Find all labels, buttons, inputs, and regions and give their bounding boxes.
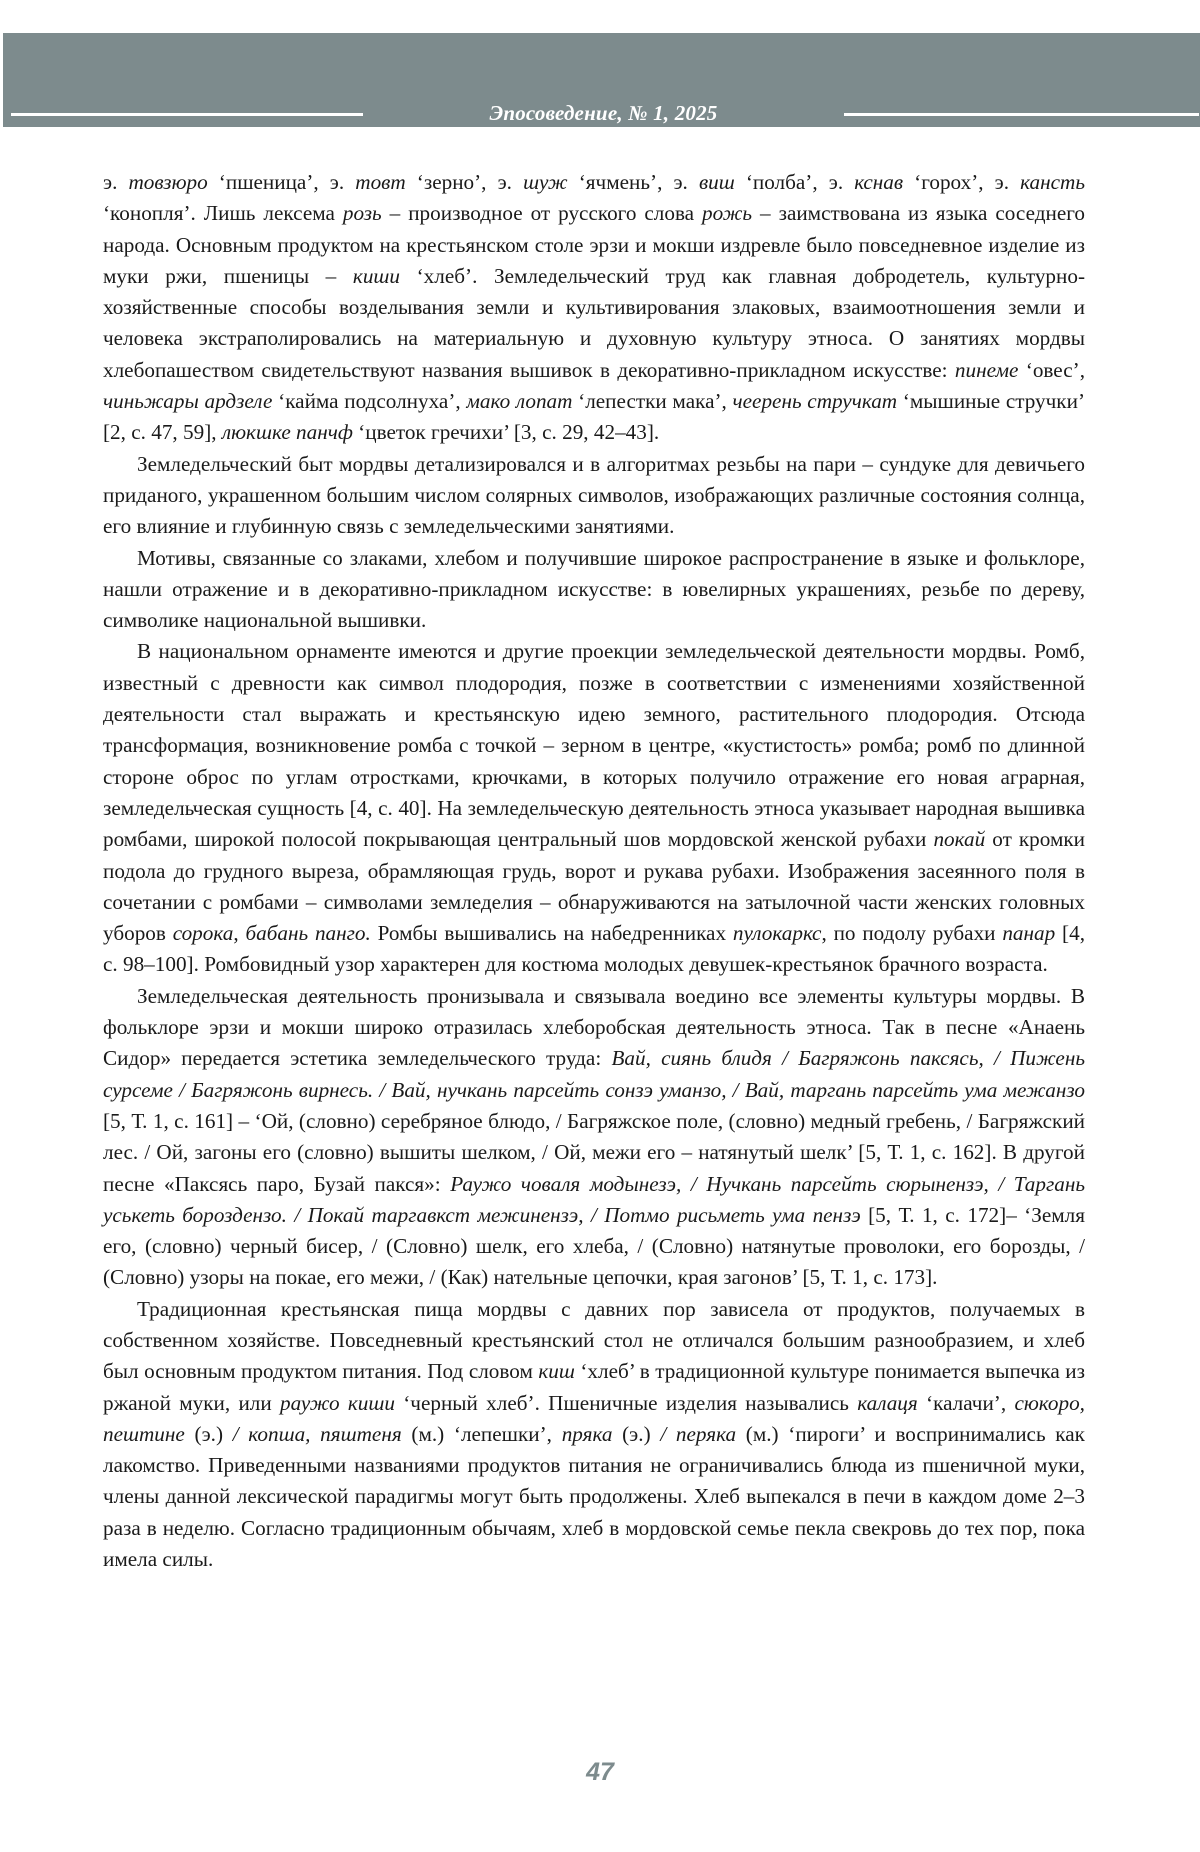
text-run: (э.): [612, 1421, 661, 1446]
text-run: (э.): [184, 1421, 233, 1446]
italic-term: Вай, сиянь блидя / Багряжонь паксясь, / Пижень сурсеме / Багряжонь вирнесь. / Вай, нучкань парсейть сонзэ уманзо, / Вай, таргань парсейть ума межанзо: [103, 1046, 1085, 1102]
text-run: , по подолу рубахи: [821, 921, 1003, 946]
text-run: ‘калачи’,: [917, 1390, 1015, 1415]
article-body: [103, 167, 1085, 1575]
text-run: ‘горох’, э.: [903, 170, 1021, 194]
text-run: ‘овес’,: [1018, 357, 1085, 382]
italic-term: мако лопат: [466, 389, 573, 414]
italic-term: чеерень стручкат: [732, 389, 898, 414]
header-rule-left: [11, 113, 363, 116]
italic-term: сорока: [172, 921, 234, 946]
italic-term: шуж: [523, 170, 568, 194]
text-run: [5, Т. 1, с. 172]– ‘Земля его, (словно) черный бисер, / (Словно) шелк, его хлеба, / (Словно) натянутые проволоки, его борозды, / (Словно) узоры на покае, его межи, / (Как) нательные цепочки, края загонов’ [5, Т. 1, с. 173].: [103, 1202, 1085, 1290]
italic-term: / копша, пяштеня: [232, 1421, 402, 1446]
text-run: ‘лепестки мака’,: [572, 389, 733, 414]
text-run: э.: [103, 170, 129, 194]
italic-term: пулокаркс: [732, 921, 822, 946]
text-run: ‘конопля’. Лишь лексема: [103, 201, 343, 226]
italic-term: пинеме: [954, 357, 1019, 382]
text-run: ‘хлеб’ в традиционной культуре понимается выпечка из ржаной муки, или: [103, 1359, 1085, 1415]
text-run: ‘цветок гречихи’ [3, с. 29, 42–43].: [352, 420, 660, 445]
italic-term: калаця: [857, 1390, 918, 1415]
italic-term: покай: [933, 827, 986, 852]
text-run: ‘зерно’, э.: [405, 170, 524, 194]
italic-term: киш: [538, 1359, 575, 1384]
paragraph: [103, 449, 1085, 543]
text-run: Ромбы вышивались на набедренниках: [370, 921, 733, 946]
text-run: (м.) ‘пироги’ и воспринимались как лакомство. Приведенными названиями продуктов питания не ограничивались блюда из пшеничной муки, члены данной лексической парадигмы могут быть продолжены. Хлеб выпекался в печи в каждом доме 2–3 раза в неделю. Согласно традиционным обычаям, хлеб в мордовской семье пекла свекровь до тех пор, пока имела силы.: [103, 1421, 1085, 1572]
text-run: (м.) ‘лепешки’,: [401, 1421, 562, 1446]
text-run: ‘черный хлеб’. Пшеничные изделия назывались: [394, 1390, 858, 1415]
italic-term: кснав: [854, 170, 904, 194]
italic-term: раужо киши: [280, 1390, 395, 1415]
header-rule-right: [844, 113, 1199, 116]
text-run: – заимствована из языка соседнего народа. Основным продуктом на крестьянском столе эрзи и мокши издревле было повседневное изделие из муки ржи, пшеницы –: [103, 201, 1085, 288]
paragraph: [103, 543, 1085, 637]
italic-term: розь: [342, 201, 382, 226]
text-run: ‘кайма подсолнуха’,: [272, 389, 467, 414]
italic-term: виш: [698, 170, 735, 194]
text-run: ‘полба’, э.: [734, 170, 855, 194]
italic-term: чиньжары ардзеле: [103, 389, 273, 414]
text-run: Земледельческая деятельность пронизывала и связывала воедино все элементы культуры мордвы. В фольклоре эрзи и мокши широко отразилась хлеборобская деятельность этноса. Так в песне «Анаень Сидор» передается эстетика земледельческого труда:: [103, 983, 1085, 1071]
text-run: ,: [233, 921, 246, 946]
italic-term: бабань панго.: [245, 921, 371, 946]
text-run: – производное от русского слова: [381, 201, 703, 226]
text-run: Земледельческий быт мордвы детализировался и в алгоритмах резьбы на пари – сундуке для девичьего приданого, украшенном большим числом солярных символов, изображающих различные состояния солнца, его влияние и глубинную связь с земледельческими занятиями.: [103, 451, 1085, 539]
journal-header-band: [3, 33, 1200, 127]
text-run: ‘хлеб’. Земледельческий труд как главная добродетель, культурно-хозяйственные способы возделывания земли и культивирования злаковых, взаимоотношения земли и человека экстраполировались на материальную и духовную культуру этноса. О занятиях мордвы хлебопашеством свидетельствуют названия вышивок в декоративно-прикладном искусстве:: [103, 263, 1085, 382]
page-number: 47: [586, 1758, 614, 1786]
text-run: В национальном орнаменте имеются и другие проекции земледельческой деятельности мордвы. Ромб, известный с древности как символ плодородия, позже в соответствии с изменениями хозяйственной деятельности стал выражать и крестьянскую идею земного, растительного плодородия. Отсюда трансформация, возникновение ромба с точкой – зерном в центре, «кустистость» ромба; ромб по длинной стороне оброс по углам отростками, крючками, в которых получило отражение его новая аграрная, земледельческая сущность [4, с. 40]. На земледельческую деятельность этноса указывает народная вышивка ромбами, широкой полосой покрывающая центральный шов мордовской женской рубахи: [103, 639, 1085, 852]
italic-term: люкшке панчф: [221, 420, 353, 445]
italic-term: пряка: [561, 1421, 613, 1446]
italic-term: панар: [1002, 921, 1056, 946]
journal-running-title: Эпосоведение, № 1, 2025: [489, 101, 718, 125]
text-run: [5, Т. 1, с. 161] – ‘Ой, (словно) серебряное блюдо, / Багряжское поле, (словно) медный гребень, / Багряжский лес. / Ой, загоны его (словно) вышиты шелком, / Ой, межи его – натянутый шелк’ [5, Т. 1, с. 162]. В другой песне «Паксясь паро, Бузай пакся»:: [103, 1108, 1085, 1196]
italic-term: Раужо човаля модынезэ, / Нучкань парсейть сюрынензэ, / Таргань уськеть бороздензо. / Покай таргавкст межинензэ, / Потмо рисьметь ума пензэ: [103, 1171, 1085, 1227]
paragraph: [103, 636, 1085, 980]
italic-term: киши: [352, 263, 400, 288]
italic-term: кансть: [1020, 170, 1085, 194]
text-run: Традиционная крестьянская пища мордвы с давних пор зависела от продуктов, получаемых в собственном хозяйстве. Повседневный крестьянский стол не отличался большим разнообразием, и хлеб был основным продуктом питания. Под словом: [103, 1296, 1085, 1384]
paragraph: [103, 167, 1085, 449]
text-run: Мотивы, связанные со злаками, хлебом и получившие широкое распространение в языке и фольклоре, нашли отражение и в декоративно-прикладном искусстве: в ювелирных украшениях, резьбе по дереву, символике национальной вышивки.: [103, 545, 1085, 633]
italic-term: сюкоро, пештине: [103, 1390, 1085, 1446]
text-run: ‘ячмень’, э.: [567, 170, 699, 194]
paragraph: [103, 1294, 1085, 1576]
italic-term: товт: [355, 170, 406, 194]
text-run: от кромки подола до грудного выреза, обрамляющая грудь, ворот и рукава рубахи. Изображения засеянного поля в сочетании с ромбами – символами земледелия – обнаруживаются на затылочной части женских головных уборов: [103, 827, 1086, 946]
text-run: [4, с. 98–100]. Ромбовидный узор характерен для костюма молодых девушек-крестьянок брачного возраста.: [103, 921, 1085, 977]
paragraph: [103, 981, 1085, 1294]
italic-term: рожь: [702, 201, 753, 226]
italic-term: товзюро: [128, 170, 208, 194]
text-run: ‘мышиные стручки’ [2, с. 47, 59],: [103, 389, 1085, 445]
text-run: ‘пшеница’, э.: [207, 170, 356, 194]
italic-term: / перяка: [660, 1421, 737, 1446]
